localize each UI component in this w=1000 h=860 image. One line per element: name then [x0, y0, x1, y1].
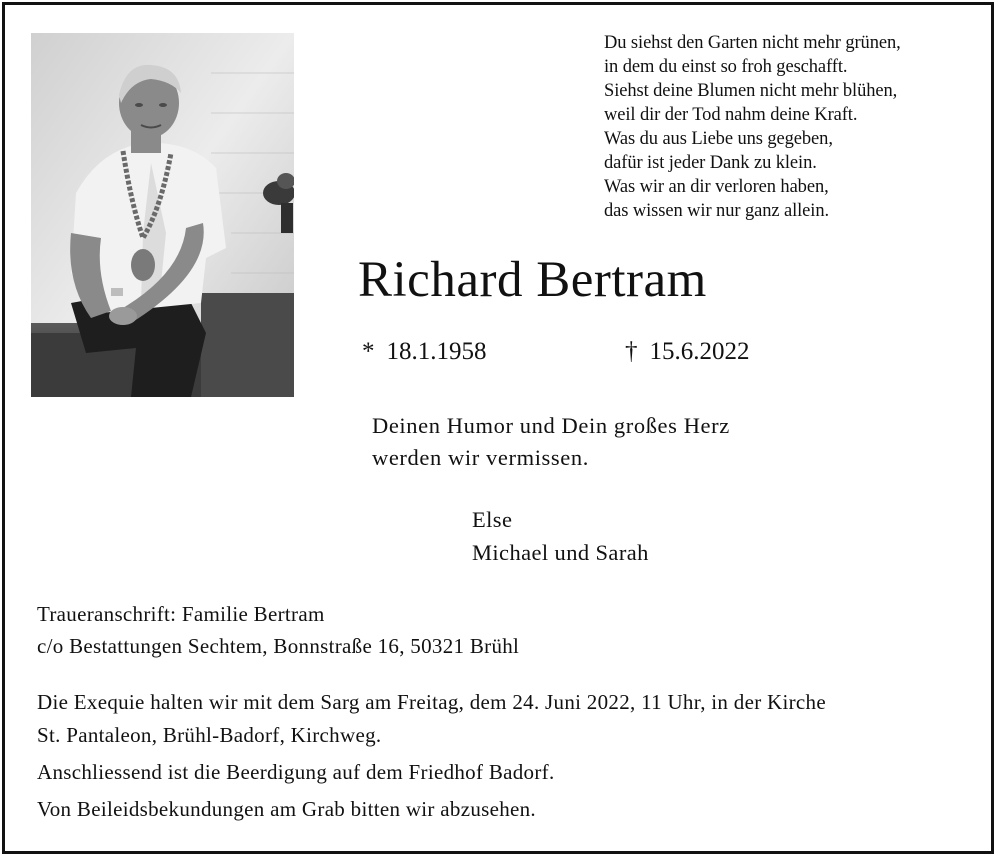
burial-line: Anschliessend ist die Beerdigung auf dem Friedhof Badorf. — [37, 760, 555, 784]
condolence-paragraph — [37, 793, 982, 826]
exequie-paragraph — [37, 686, 982, 752]
death-cross-icon: † — [625, 338, 638, 365]
burial-paragraph — [37, 756, 982, 789]
tribute-line: Deinen Humor und Dein großes Herz — [372, 413, 730, 438]
tribute-text — [372, 410, 730, 474]
death-date: 15.6.2022 — [649, 338, 750, 365]
exequie-line: Die Exequie halten wir mit dem Sarg am Freitag, dem 24. Juni 2022, 11 Uhr, in der Kirche — [37, 690, 826, 714]
poem-line: dafür ist jeder Dank zu klein. — [604, 153, 817, 173]
tribute-line: werden wir vermissen. — [372, 445, 589, 470]
poem-line: Was wir an dir verloren haben, — [604, 177, 829, 197]
family-member: Else — [472, 507, 513, 532]
birth-star-icon: * — [362, 338, 375, 365]
mourning-address — [37, 598, 519, 662]
portrait-photo — [31, 33, 294, 397]
poem-line: das wissen wir nur ganz allein. — [604, 201, 830, 221]
portrait-photo-drawing — [31, 33, 294, 397]
deceased-name: Richard Bertram — [358, 252, 707, 308]
poem-line: weil dir der Tod nahm deine Kraft. — [604, 105, 858, 125]
service-info — [37, 686, 982, 826]
birth-date: 18.1.1958 — [386, 338, 487, 365]
condolence-line: Von Beileidsbekundungen am Grab bitten wir abzusehen. — [37, 797, 536, 821]
poem-line: Du siehst den Garten nicht mehr grünen, — [604, 33, 901, 53]
address-line: c/o Bestattungen Sechtem, Bonnstraße 16, 50321 Brühl — [37, 634, 520, 658]
exequie-line: St. Pantaleon, Brühl-Badorf, Kirchweg. — [37, 723, 382, 747]
poem-line: Siehst deine Blumen nicht mehr blühen, — [604, 81, 898, 101]
poem-line: Was du aus Liebe uns gegeben, — [604, 129, 833, 149]
address-line: Traueranschrift: Familie Bertram — [37, 602, 325, 626]
family-member: Michael und Sarah — [472, 540, 649, 565]
poem-line: in dem du einst so froh geschafft. — [604, 57, 848, 77]
family-signatures — [472, 503, 649, 569]
memorial-poem — [604, 31, 984, 223]
death-date-line — [625, 336, 750, 368]
birth-date-line — [362, 336, 487, 368]
